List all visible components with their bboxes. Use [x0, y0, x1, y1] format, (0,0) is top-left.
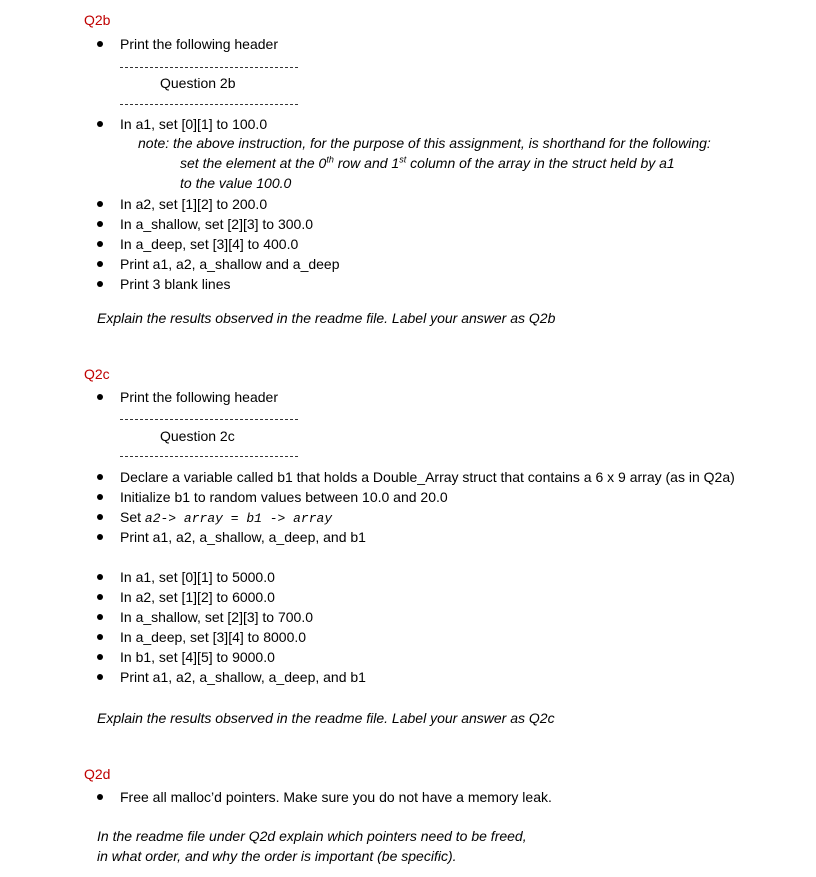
dashed-divider	[120, 419, 298, 420]
q2d-explain-line2: in what order, and why the order is important (be specific).	[97, 848, 457, 864]
bullet	[97, 394, 103, 400]
list-item: Print a1, a2, a_shallow, a_deep, and b1	[120, 529, 366, 545]
code-snippet: a2-> array = b1 -> array	[144, 511, 333, 526]
list-item: In b1, set [4][5] to 9000.0	[120, 649, 275, 665]
bullet	[97, 514, 103, 520]
list-item: Free all malloc’d pointers. Make sure you do not have a memory leak.	[120, 789, 552, 805]
q2b-note-line3: to the value 100.0	[180, 175, 292, 191]
bullet	[97, 241, 103, 247]
bullet	[97, 281, 103, 287]
dashed-divider	[120, 67, 298, 68]
list-item: In a1, set [0][1] to 5000.0	[120, 569, 275, 585]
q2c-header-text: Question 2c	[160, 428, 235, 444]
list-item: In a_shallow, set [2][3] to 300.0	[120, 216, 314, 232]
dashed-divider	[120, 104, 298, 105]
bullet	[97, 634, 103, 640]
bullet	[97, 794, 103, 800]
note-text: set the element at the 0	[180, 155, 327, 171]
q2c-explain: Explain the results observed in the readme file. Label your answer as Q2c	[97, 710, 555, 726]
bullet	[97, 674, 103, 680]
bullet	[97, 534, 103, 540]
bullet	[97, 261, 103, 267]
q2c-print-header: Print the following header	[120, 389, 278, 405]
list-item: Declare a variable called b1 that holds a Double_Array struct that contains a 6 x 9 array (as in Q2a)	[120, 469, 735, 485]
q2b-explain: Explain the results observed in the readme file. Label your answer as Q2b	[97, 310, 556, 326]
bullet	[97, 201, 103, 207]
q2b-set-a1: In a1, set [0][1] to 100.0	[120, 116, 268, 132]
bullet	[97, 474, 103, 480]
list-item: Print a1, a2, a_shallow and a_deep	[120, 256, 340, 272]
list-item: In a_shallow, set [2][3] to 700.0	[120, 609, 314, 625]
dashed-divider	[120, 456, 298, 457]
list-item: In a2, set [1][2] to 200.0	[120, 196, 268, 212]
list-item: Print 3 blank lines	[120, 276, 231, 292]
note-text: column of the array in the struct held by	[406, 155, 660, 171]
bullet	[97, 41, 103, 47]
bullet	[97, 121, 103, 127]
list-item: Print a1, a2, a_shallow, a_deep, and b1	[120, 669, 366, 685]
bullet	[97, 654, 103, 660]
bullet	[97, 614, 103, 620]
list-item: In a2, set [1][2] to 6000.0	[120, 589, 275, 605]
q2b-header-text: Question 2b	[160, 75, 236, 91]
list-item: In a_deep, set [3][4] to 8000.0	[120, 629, 307, 645]
bullet	[97, 494, 103, 500]
bullet	[97, 574, 103, 580]
q2b-heading: Q2b	[84, 12, 111, 28]
q2c-heading: Q2c	[84, 366, 110, 382]
q2b-note-line1: note: the above instruction, for the purpose of this assignment, is shorthand for the following:	[138, 135, 711, 151]
set-prefix: Set	[120, 509, 145, 525]
q2d-explain-line1: In the readme file under Q2d explain which pointers need to be freed,	[97, 828, 527, 844]
bullet	[97, 221, 103, 227]
note-variable: a1	[659, 155, 675, 171]
note-superscript: st	[399, 154, 407, 165]
list-item-set-array	[120, 509, 332, 526]
note-text: row and 1	[333, 155, 400, 171]
q2d-heading: Q2d	[84, 766, 111, 782]
q2b-print-header: Print the following header	[120, 36, 278, 52]
bullet	[97, 594, 103, 600]
q2b-note-line2	[180, 155, 675, 171]
note-superscript: th	[326, 154, 334, 165]
list-item: In a_deep, set [3][4] to 400.0	[120, 236, 299, 252]
list-item: Initialize b1 to random values between 10.0 and 20.0	[120, 489, 448, 505]
